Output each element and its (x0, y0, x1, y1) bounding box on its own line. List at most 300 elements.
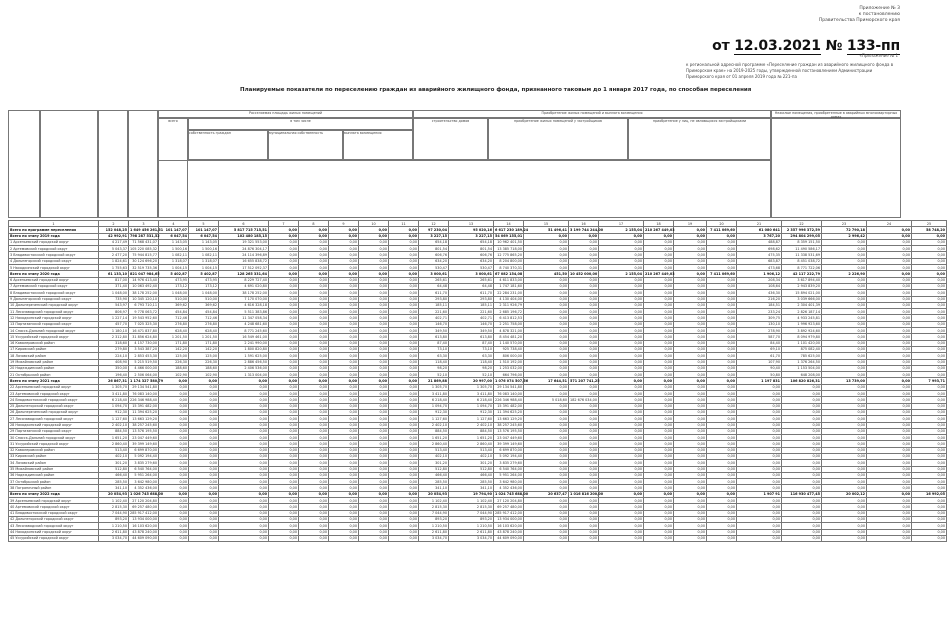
value-cell: 0,00 (159, 428, 189, 434)
value-cell: 87,40 (419, 340, 449, 346)
row-name-cell: 24 Владивостокский городской округ (9, 397, 99, 403)
value-cell: 0,00 (644, 239, 674, 245)
value-cell: 0,00 (329, 535, 359, 541)
value-cell: 0,00 (524, 372, 569, 378)
value-cell: 0,00 (329, 466, 359, 472)
value-cell: 0,00 (524, 346, 569, 352)
value-cell: 7 411 069,60 (707, 271, 737, 277)
header-group-private: собственность граждан (188, 130, 268, 160)
value-cell: 1 102,40 (99, 498, 129, 504)
value-cell: 712,46 (159, 315, 189, 321)
value-cell: 0,00 (737, 391, 782, 397)
value-cell: 4 691 020,80 (219, 283, 269, 289)
value-cell: 0,00 (524, 535, 569, 541)
value-cell: 466,40 (419, 472, 449, 478)
value-cell: 0,00 (219, 510, 269, 516)
value-cell: 0,00 (299, 321, 329, 327)
value-cell: 2 402,10 (449, 422, 494, 428)
value-cell: 1 651,20 (449, 435, 494, 441)
table-header (8, 110, 901, 220)
value-cell: 0,00 (299, 227, 329, 233)
value-cell: 0,00 (912, 258, 947, 264)
value-cell: 0,00 (329, 472, 359, 478)
value-cell: 0,00 (269, 466, 299, 472)
column-number-cell: 17 (599, 221, 644, 227)
value-cell: 0,00 (299, 365, 329, 371)
value-cell: 116 930 477,45 (782, 491, 822, 497)
value-cell: 0,00 (707, 435, 737, 441)
row-name-cell: 37 Октябрьский район (9, 479, 99, 485)
value-cell: 0,00 (219, 453, 269, 459)
value-cell: 0,00 (867, 466, 912, 472)
row-name-cell: 16 Кавалеровский район (9, 340, 99, 346)
value-cell: 0,00 (569, 529, 599, 535)
value-cell: 0,00 (599, 239, 644, 245)
value-cell: 5 092 194,40 (129, 453, 159, 459)
value-cell: 0,00 (867, 523, 912, 529)
row-name-cell: 38 Пограничный район (9, 485, 99, 491)
value-cell: 0,00 (822, 372, 867, 378)
value-cell: 0,00 (299, 422, 329, 428)
value-cell: 0,00 (524, 523, 569, 529)
value-cell: 0,00 (159, 391, 189, 397)
value-cell: 0,00 (737, 460, 782, 466)
value-cell: 0,00 (269, 271, 299, 277)
value-cell: 2 815,30 (99, 504, 129, 510)
value-cell: 0,00 (674, 346, 707, 352)
value-cell: 2 506 064,00 (129, 372, 159, 378)
value-cell: 0,00 (329, 265, 359, 271)
value-cell: 285 917 412,00 (130, 511, 157, 516)
row-name-cell: 20 Надеждинский район (9, 365, 99, 371)
value-cell: 0,00 (269, 479, 299, 485)
value-cell: 0,00 (159, 422, 189, 428)
value-cell: 0,00 (329, 321, 359, 327)
value-cell: 0,00 (219, 422, 269, 428)
value-cell: 0,00 (159, 466, 189, 472)
value-cell: 0,00 (524, 472, 569, 478)
value-cell: 38 257 245,60 (129, 422, 159, 428)
value-cell: 4 248 681,60 (219, 321, 269, 327)
value-cell: 0,00 (599, 447, 644, 453)
value-cell: 1 755,63 (99, 265, 129, 271)
value-cell: 64,48 (449, 283, 494, 289)
value-cell: 0,00 (822, 516, 867, 522)
value-cell: 0,00 (359, 498, 389, 504)
value-cell: 20 054,93 (419, 491, 449, 497)
value-cell: 0,00 (569, 309, 599, 315)
value-cell: 6 617 230 189,24 (495, 227, 529, 232)
value-cell: 0,00 (299, 315, 329, 321)
value-cell: 0,00 (707, 523, 737, 529)
value-cell: 0,00 (707, 403, 737, 409)
value-cell: 0,00 (867, 372, 912, 378)
value-cell: 0,00 (674, 510, 707, 516)
value-cell: 1 048,00 (189, 290, 219, 296)
value-cell: 0,00 (524, 321, 569, 327)
value-cell: 0,00 (389, 353, 419, 359)
value-cell: 2 155,04 (599, 271, 644, 277)
value-cell: 185,11 (419, 302, 449, 308)
value-cell: 0,00 (822, 258, 867, 264)
value-cell: 0,00 (389, 227, 419, 233)
value-cell: 0,00 (644, 397, 674, 403)
value-cell: 0,00 (822, 397, 867, 403)
value-cell: 0,00 (389, 258, 419, 264)
value-cell: 0,00 (822, 529, 867, 535)
value-cell: 0,00 (524, 529, 569, 535)
value-cell: 0,00 (822, 422, 867, 428)
header-cell-municipality (40, 110, 98, 218)
value-cell: 0,00 (674, 328, 707, 334)
value-cell: 21 869,88 (419, 378, 449, 384)
value-cell: 0,00 (299, 334, 329, 340)
value-cell: 10 345 120,10 (129, 296, 159, 302)
value-cell: 293,80 (419, 296, 449, 302)
value-cell: 73,10 (449, 346, 494, 352)
value-cell: 0,00 (359, 472, 389, 478)
value-cell: 454,84 (189, 309, 219, 315)
value-cell: 221,60 (449, 309, 494, 315)
value-cell: 0,00 (822, 403, 867, 409)
value-cell: 0,00 (867, 252, 912, 258)
value-cell: 3 034,70 (419, 535, 449, 541)
value-cell: 2 611,80 (99, 529, 129, 535)
value-cell: 294 804 299,05 (782, 233, 822, 239)
value-cell: 0,00 (329, 460, 359, 466)
value-cell: 0,00 (822, 328, 867, 334)
value-cell: 0,00 (359, 246, 389, 252)
value-cell: 0,00 (867, 258, 912, 264)
table-row (9, 535, 947, 541)
value-cell: 63,30 (449, 353, 494, 359)
value-cell: 0,00 (782, 391, 822, 397)
value-cell: 9 778 063,72 (129, 309, 159, 315)
value-cell: 0,00 (782, 535, 822, 541)
value-cell: 1 180,10 (99, 328, 129, 334)
value-cell: 3 543 387,20 (129, 346, 159, 352)
value-cell: 0,00 (912, 239, 947, 245)
value-cell: 118,40 (449, 359, 494, 365)
value-cell: 2 685 196,72 (494, 309, 524, 315)
value-cell: 0,00 (599, 258, 644, 264)
value-cell: 0,00 (389, 403, 419, 409)
value-cell: 0,00 (912, 416, 947, 422)
value-cell: 1 094,70 (99, 403, 129, 409)
value-cell: 0,00 (269, 447, 299, 453)
value-cell: 0,00 (569, 435, 599, 441)
value-cell: 0,00 (359, 372, 389, 378)
value-cell: 20 054,93 (99, 491, 129, 497)
value-cell: 0,00 (822, 460, 867, 466)
value-cell: 0,00 (599, 479, 644, 485)
value-cell: 0,00 (329, 523, 359, 529)
value-cell: 0,00 (189, 523, 219, 529)
value-cell: 0,00 (599, 460, 644, 466)
value-cell: 0,00 (219, 535, 269, 541)
value-cell: 0,00 (189, 378, 219, 384)
document-title: Планируемые показатели по переселению граждан из аварийного жилищного фонда, признанного таковым до 1 января 2017 года, по способам переселения (240, 87, 752, 93)
value-cell: 2 815,30 (419, 504, 449, 510)
value-cell: 1 800 820,80 (219, 346, 269, 352)
value-cell: 0,00 (644, 372, 674, 378)
value-cell: 0,00 (524, 365, 569, 371)
value-cell: 0,00 (644, 277, 674, 283)
value-cell: 0,00 (299, 258, 329, 264)
value-cell: 0,00 (389, 265, 419, 271)
value-cell: 0,00 (299, 246, 329, 252)
value-cell: 2 886 456,50 (219, 359, 269, 365)
value-cell: 0,00 (389, 309, 419, 315)
value-cell: 0,00 (782, 428, 822, 434)
value-cell: 0,00 (359, 416, 389, 422)
value-cell: 0,00 (269, 246, 299, 252)
value-cell: 402,10 (449, 453, 494, 459)
value-cell: 0,00 (599, 246, 644, 252)
value-cell: 64,48 (419, 283, 449, 289)
value-cell: 11 394 625,20 (494, 409, 524, 415)
value-cell: 0,00 (269, 472, 299, 478)
row-name-cell: 22 Арсеньевский городской округ (9, 384, 99, 390)
value-cell: 107,90 (737, 359, 782, 365)
value-cell: 0,00 (569, 265, 599, 271)
value-cell: 63,30 (419, 353, 449, 359)
value-cell: 0,00 (299, 523, 329, 529)
value-cell: 0,00 (569, 340, 599, 346)
column-number-cell: 5 (189, 221, 219, 227)
value-cell: 276,80 (159, 321, 189, 327)
value-cell: 0,00 (599, 472, 644, 478)
header-group-compensation: выплата возмещения (343, 130, 413, 160)
value-cell: 0,00 (329, 302, 359, 308)
value-cell: 513,40 (419, 447, 449, 453)
value-cell: 0,00 (707, 416, 737, 422)
value-cell: 188,60 (159, 365, 189, 371)
value-cell: 0,00 (269, 372, 299, 378)
value-cell: 0,00 (782, 510, 822, 516)
value-cell: 0,00 (359, 529, 389, 535)
value-cell: 0,00 (912, 265, 947, 271)
value-cell: 0,00 (822, 334, 867, 340)
value-cell: 0,00 (359, 227, 389, 233)
value-cell: 0,00 (912, 435, 947, 441)
value-cell: 0,00 (524, 353, 569, 359)
value-cell: 0,00 (569, 353, 599, 359)
value-cell: 278,90 (737, 328, 782, 334)
value-cell: 0,00 (867, 328, 912, 334)
value-cell: 0,00 (189, 460, 219, 466)
value-cell: 0,00 (782, 397, 822, 403)
column-number-cell: 4 (159, 221, 189, 227)
value-cell: 0,00 (912, 290, 947, 296)
value-cell: 606,76 (419, 252, 449, 258)
value-cell: 1 143,05 (159, 239, 189, 245)
value-cell: 0,00 (822, 315, 867, 321)
value-cell: 0,00 (359, 409, 389, 415)
value-cell: 0,00 (299, 479, 329, 485)
value-cell: 0,00 (569, 365, 599, 371)
value-cell: 654,18 (449, 239, 494, 245)
value-cell: 0,00 (737, 498, 782, 504)
value-cell: 0,00 (389, 246, 419, 252)
value-cell: 7 044,90 (99, 510, 129, 516)
value-cell: 0,00 (707, 485, 737, 491)
value-cell: 821 047 984,65 (130, 271, 160, 276)
value-cell: 0,00 (389, 504, 419, 510)
column-number-cell: 24 (867, 221, 912, 227)
value-cell: 3 835 279,60 (129, 460, 159, 466)
value-cell: 402,71 (449, 315, 494, 321)
value-cell: 0,00 (867, 302, 912, 308)
value-cell: 0,00 (599, 296, 644, 302)
value-cell: 0,00 (524, 428, 569, 434)
value-cell: 0,00 (329, 384, 359, 390)
value-cell: 0,00 (269, 384, 299, 390)
value-cell: 0,00 (269, 453, 299, 459)
value-cell: 0,00 (867, 422, 912, 428)
value-cell: 0,00 (299, 466, 329, 472)
value-cell: 0,00 (569, 391, 599, 397)
value-cell: 22 284 231,00 (494, 290, 524, 296)
value-cell: 0,00 (737, 435, 782, 441)
value-cell: 0,00 (269, 290, 299, 296)
value-cell: 0,00 (329, 428, 359, 434)
row-name-cell: Всего по этапу 2021 года (9, 378, 99, 384)
value-cell: 1 094,70 (449, 403, 494, 409)
value-cell: 0,00 (707, 334, 737, 340)
value-cell: 0,00 (644, 321, 674, 327)
value-cell: 54 069 155,01 (495, 234, 523, 239)
value-cell: 0,00 (599, 403, 644, 409)
value-cell: 1 026 745 688,00 (130, 492, 164, 497)
value-cell: 0,00 (912, 302, 947, 308)
value-cell: 75 944 815,77 (129, 252, 159, 258)
value-cell: 0,00 (524, 340, 569, 346)
column-number-cell: 1 (9, 221, 99, 227)
value-cell: 0,00 (644, 265, 674, 271)
value-cell: 0,00 (269, 378, 299, 384)
row-name-cell: 19 Михайловский район (9, 359, 99, 365)
value-cell: 0,00 (867, 397, 912, 403)
value-cell: 0,00 (389, 233, 419, 239)
value-cell: 0,00 (269, 239, 299, 245)
value-cell: 0,00 (644, 258, 674, 264)
value-cell: 2 251 758,00 (494, 321, 524, 327)
value-cell: 0,00 (329, 516, 359, 522)
value-cell: 0,00 (269, 403, 299, 409)
value-cell: 7 025 325,30 (129, 321, 159, 327)
value-cell: 2 304 401,39 (782, 302, 822, 308)
value-cell: 0,00 (737, 397, 782, 403)
value-cell: 0,00 (524, 447, 569, 453)
row-name-cell: 15 Уссурийский городской округ (9, 334, 99, 340)
value-cell: 712,46 (189, 315, 219, 321)
value-cell: 1 318,07 (159, 258, 189, 264)
value-cell: 0,00 (189, 453, 219, 459)
value-cell: 0,00 (867, 233, 912, 239)
value-cell: 42 992,91 (99, 233, 129, 239)
row-name-cell: 13 Партизанский городской округ (9, 321, 99, 327)
value-cell: 208,34 (737, 277, 782, 283)
value-cell: 0,00 (737, 523, 782, 529)
value-cell: 0,00 (674, 416, 707, 422)
value-cell: 0,00 (159, 485, 189, 491)
header-top-nonresidential: Нежилые помещения, приобретенные в аварийных многоквартирных домах (771, 110, 901, 118)
value-cell: 0,00 (359, 346, 389, 352)
value-cell: 0,00 (674, 466, 707, 472)
value-cell: 0,00 (219, 409, 269, 415)
value-cell: 0,00 (329, 328, 359, 334)
value-cell: 0,00 (912, 252, 947, 258)
value-cell: 0,00 (299, 372, 329, 378)
value-cell: 3 411,80 (449, 391, 494, 397)
column-number-cell: 12 (419, 221, 449, 227)
value-cell: 0,00 (389, 359, 419, 365)
value-cell: 801,54 (419, 246, 449, 252)
value-cell: 27 120 204,80 (494, 498, 524, 504)
value-cell: 341,10 (449, 485, 494, 491)
value-cell: 0,00 (599, 252, 644, 258)
value-cell: 0,00 (359, 359, 389, 365)
value-cell: 893,20 (419, 516, 449, 522)
row-name-cell: 36 Надеждинский район (9, 472, 99, 478)
value-cell: 0,00 (389, 523, 419, 529)
value-cell: 0,00 (159, 491, 189, 497)
value-cell: 0,00 (569, 416, 599, 422)
value-cell: 0,00 (644, 353, 674, 359)
value-cell: 1 305,70 (99, 384, 129, 390)
row-name-cell: 35 Михайловский район (9, 466, 99, 472)
row-name-cell: Всего по этапу 2019 года (9, 233, 99, 239)
value-cell: 0,00 (644, 283, 674, 289)
value-cell: 0,00 (299, 397, 329, 403)
value-cell: 0,00 (329, 498, 359, 504)
value-cell: 0,00 (644, 290, 674, 296)
value-cell: 4 611 833,00 (494, 277, 524, 283)
value-cell: 0,00 (644, 453, 674, 459)
value-cell: 0,00 (389, 485, 419, 491)
row-name-cell: 26 Дальнереченский городской округ (9, 409, 99, 415)
row-name-cell: 28 Находкинский городской округ (9, 422, 99, 428)
value-cell: 0,00 (822, 453, 867, 459)
value-cell: 912,30 (449, 409, 494, 415)
value-cell: 0,00 (569, 428, 599, 434)
value-cell: 0,00 (674, 378, 707, 384)
value-cell: 0,00 (189, 504, 219, 510)
value-cell: 0,00 (822, 321, 867, 327)
value-cell: 0,00 (912, 428, 947, 434)
value-cell: 0,00 (329, 246, 359, 252)
value-cell: 0,00 (674, 365, 707, 371)
value-cell: 51 496,41 (524, 227, 569, 233)
value-cell: 0,00 (599, 535, 644, 541)
value-cell: 0,00 (707, 283, 737, 289)
value-cell: 0,00 (329, 258, 359, 264)
value-cell: 402,71 (419, 315, 449, 321)
value-cell: 4 217,49 (99, 239, 129, 245)
value-cell: 0,00 (569, 334, 599, 340)
value-cell: 0,00 (569, 296, 599, 302)
value-cell: 0,00 (644, 391, 674, 397)
value-cell: 0,00 (359, 378, 389, 384)
value-cell: 15 391 482,00 (129, 403, 159, 409)
value-cell: 0,00 (569, 277, 599, 283)
value-cell: 3 835 279,60 (494, 460, 524, 466)
value-cell: 473,68 (737, 265, 782, 271)
value-cell: 0,00 (674, 529, 707, 535)
value-cell: 0,00 (269, 328, 299, 334)
value-cell: 466,40 (99, 472, 129, 478)
